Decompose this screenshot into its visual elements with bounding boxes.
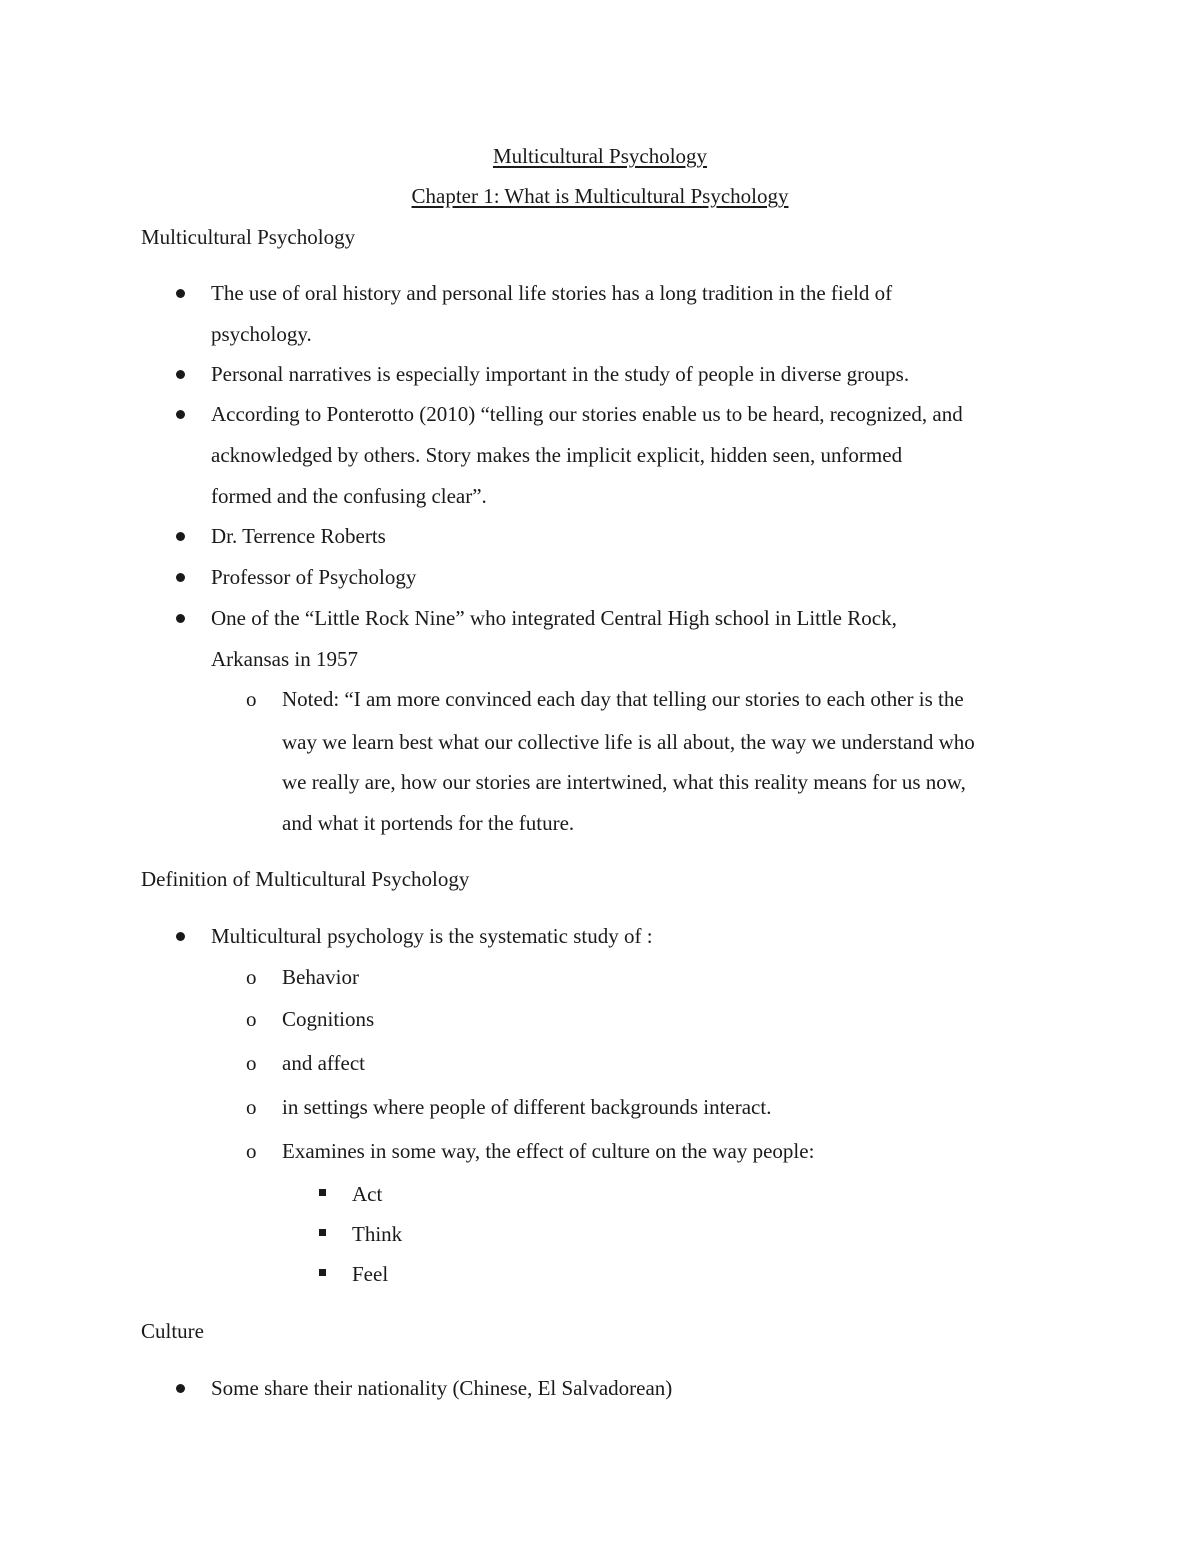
document-title: Multicultural Psychology [492, 144, 708, 168]
list-item-text: According to Ponterotto (2010) “telling our stories enable us to be heard, recognized, and [211, 402, 963, 426]
list-item-text: formed and the confusing clear”. [211, 484, 487, 508]
list-item-text: Arkansas in 1957 [211, 647, 358, 671]
bullet-icon [176, 573, 185, 582]
square-bullet-icon [319, 1229, 326, 1236]
list-item-text: acknowledged by others. Story makes the implicit explicit, hidden seen, unformed [211, 443, 903, 467]
list-item-text: Some share their nationality (Chinese, El Salvadorean) [211, 1376, 673, 1400]
sub-list-item-text: Examines in some way, the effect of culture on the way people: [282, 1139, 815, 1163]
sub-bullet-icon: o [246, 1051, 257, 1075]
section-heading-definition: Definition of Multicultural Psychology [141, 867, 470, 891]
sub-list-item-text: and affect [282, 1051, 365, 1075]
sub-list-item-text: Cognitions [282, 1007, 375, 1031]
list-item-text: The use of oral history and personal life stories has a long tradition in the field of [211, 281, 893, 305]
sub-sub-list-item-text: Think [352, 1222, 403, 1246]
sub-bullet-icon: o [246, 1095, 257, 1119]
square-bullet-icon [319, 1189, 326, 1196]
sub-bullet-icon: o [246, 1007, 257, 1031]
square-bullet-icon [319, 1269, 326, 1276]
sub-list-item-text: we really are, how our stories are intertwined, what this reality means for us now, [282, 770, 966, 794]
bullet-icon [176, 1384, 185, 1393]
list-item-text: Dr. Terrence Roberts [211, 524, 386, 548]
bullet-icon [176, 410, 185, 419]
bullet-icon [176, 532, 185, 541]
list-item-text: One of the “Little Rock Nine” who integrated Central High school in Little Rock, [211, 606, 897, 630]
sub-sub-list-item-text: Act [352, 1182, 383, 1206]
list-item-text: Personal narratives is especially important in the study of people in diverse groups. [211, 362, 910, 386]
section-heading-culture: Culture [141, 1319, 204, 1343]
sub-bullet-icon: o [246, 1139, 257, 1163]
sub-list-item-text: way we learn best what our collective life is all about, the way we understand who [282, 730, 975, 754]
sub-list-item-text: in settings where people of different backgrounds interact. [282, 1095, 772, 1119]
bullet-icon [176, 289, 185, 298]
section-heading-multicultural-psychology: Multicultural Psychology [141, 225, 356, 249]
sub-list-item-text: Behavior [282, 965, 359, 989]
sub-sub-list-item-text: Feel [352, 1262, 389, 1286]
bullet-icon [176, 370, 185, 379]
sub-list-item-text: and what it portends for the future. [282, 811, 575, 835]
list-item-text: Multicultural psychology is the systematic study of : [211, 924, 653, 948]
sub-bullet-icon: o [246, 965, 257, 989]
document-subtitle: Chapter 1: What is Multicultural Psychology [411, 184, 789, 208]
list-item-text: psychology. [211, 322, 312, 346]
bullet-icon [176, 614, 185, 623]
list-item-text: Professor of Psychology [211, 565, 417, 589]
sub-bullet-icon: o [246, 687, 257, 711]
bullet-icon [176, 932, 185, 941]
sub-list-item-text: Noted: “I am more convinced each day that telling our stories to each other is the [282, 687, 964, 711]
